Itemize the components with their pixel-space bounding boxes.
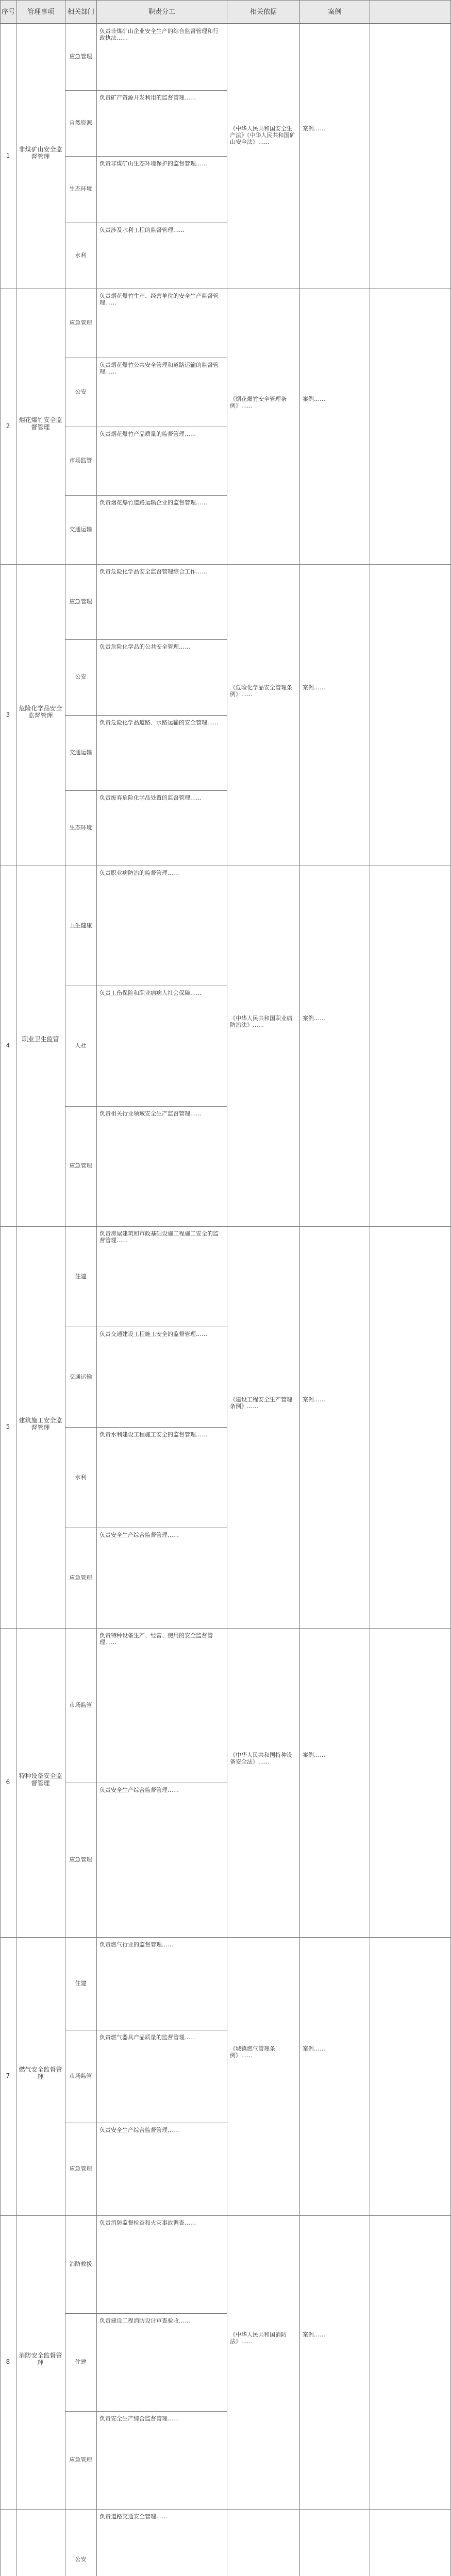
duty-cell: 负责烟花爆竹道路运输企业的监督管理…… bbox=[99, 499, 207, 506]
management-item: 消防安全监督管理 bbox=[19, 2352, 62, 2366]
dept-cell: 住建 bbox=[75, 2359, 87, 2365]
header-no: 序号 bbox=[0, 0, 16, 24]
table-border bbox=[65, 495, 227, 496]
management-item: 职业卫生监管 bbox=[22, 1036, 59, 1043]
row-number: 5 bbox=[6, 1423, 10, 1430]
row-number: 1 bbox=[6, 152, 10, 159]
table-border bbox=[65, 1427, 227, 1428]
dept-cell: 应急管理 bbox=[69, 53, 92, 60]
duty-cell: 负责危险化学品安全监督管理综合工作…… bbox=[99, 568, 207, 575]
duty-cell: 负责道路交通安全管理…… bbox=[99, 2513, 168, 2520]
management-item: 特种设备安全监督管理 bbox=[19, 1772, 62, 1787]
case-cell: 案例…… bbox=[303, 125, 325, 132]
header-duty: 职责分工 bbox=[96, 0, 227, 24]
table-border bbox=[0, 1226, 451, 1227]
duty-cell: 负责非煤矿山生态环境保护的监督管理…… bbox=[99, 160, 207, 167]
duty-cell: 负责相关行业领域安全生产监督管理…… bbox=[99, 1110, 202, 1117]
duty-cell: 负责安全生产综合监督管理…… bbox=[99, 1787, 179, 1793]
header-basis: 相关依据 bbox=[227, 0, 300, 24]
header-blank bbox=[370, 0, 451, 24]
duty-cell: 负责烟花爆竹产品质量的监督管理…… bbox=[99, 430, 196, 437]
dept-cell: 生态环境 bbox=[69, 824, 92, 831]
dept-cell: 市场监管 bbox=[69, 457, 92, 464]
management-item: 烟花爆竹安全监督管理 bbox=[19, 416, 62, 431]
dept-cell: 卫生健康 bbox=[69, 922, 92, 929]
duty-cell: 负责废弃危险化学品处置的监督管理…… bbox=[99, 794, 202, 801]
dept-cell: 交通运输 bbox=[69, 526, 92, 533]
duty-cell: 负责工伤保险和职业病病人社会保障…… bbox=[99, 990, 202, 997]
duty-cell: 负责消防监督检查和火灾事故调查…… bbox=[99, 2219, 196, 2226]
dept-cell: 应急管理 bbox=[69, 2165, 92, 2172]
row-number: 8 bbox=[6, 2358, 10, 2365]
basis-cell: 《城镇燃气管理条例》…… bbox=[230, 2045, 275, 2059]
dept-cell: 水利 bbox=[75, 1473, 87, 1481]
duty-cell: 负责建设工程消防设计审查验收…… bbox=[99, 2317, 190, 2324]
case-cell: 案例…… bbox=[303, 2331, 325, 2338]
dept-cell: 交通运输 bbox=[69, 749, 92, 756]
duty-cell: 负责危险化学品的公共安全管理…… bbox=[99, 643, 190, 651]
row-number: 6 bbox=[6, 1778, 10, 1786]
duty-cell: 负责房屋建筑和市政基础设施工程施工安全的监督管理…… bbox=[99, 1230, 219, 1244]
header-case: 案例 bbox=[299, 0, 370, 24]
dept-cell: 市场监管 bbox=[69, 2073, 92, 2079]
duty-cell: 负责安全生产综合监督管理…… bbox=[99, 2127, 179, 2133]
table-border bbox=[65, 2411, 227, 2412]
basis-cell: 《烟花爆竹安全管理条例》…… bbox=[230, 395, 287, 409]
dept-cell: 人社 bbox=[75, 1042, 87, 1049]
table-border bbox=[0, 24, 1, 2576]
row-number: 3 bbox=[6, 710, 10, 718]
duty-cell: 负责燃气器具产品质量的监督管理…… bbox=[99, 2034, 196, 2041]
row-number: 4 bbox=[6, 1042, 10, 1049]
dept-cell: 应急管理 bbox=[69, 598, 92, 605]
duty-cell: 负责涉及水利工程的监督管理…… bbox=[99, 226, 185, 233]
case-cell: 案例…… bbox=[303, 1015, 325, 1022]
dept-cell: 应急管理 bbox=[69, 319, 92, 326]
dept-cell: 住建 bbox=[75, 1273, 87, 1280]
basis-cell: 《中华人民共和国消防法》…… bbox=[230, 2331, 287, 2345]
management-item: 燃气安全监督管理 bbox=[19, 2066, 62, 2080]
duty-cell: 负责烟花爆竹生产、经营单位的安全生产监督管理…… bbox=[99, 293, 219, 306]
dept-cell: 消防救援 bbox=[69, 2261, 92, 2267]
table-border bbox=[65, 790, 227, 791]
management-item: 非煤矿山安全监督管理 bbox=[19, 146, 62, 160]
duty-cell: 负责特种设备生产、经营、使用的安全监督管理…… bbox=[99, 1632, 213, 1646]
header-dept: 相关部门 bbox=[65, 0, 97, 24]
table-border bbox=[65, 1106, 227, 1107]
basis-cell: 《危险化学品安全管理条例》…… bbox=[230, 684, 292, 698]
dept-cell: 市场监管 bbox=[69, 1702, 92, 1708]
case-cell: 案例…… bbox=[303, 395, 325, 402]
table-border bbox=[0, 2509, 451, 2510]
duty-cell: 负责安全生产综合监督管理…… bbox=[99, 1532, 179, 1538]
dept-cell: 公安 bbox=[75, 388, 87, 395]
basis-cell: 《建设工程安全生产管理条例》…… bbox=[230, 1396, 292, 1410]
dept-cell: 自然资源 bbox=[69, 119, 92, 126]
dept-cell: 生态环境 bbox=[69, 185, 92, 193]
case-cell: 案例…… bbox=[303, 684, 325, 691]
dept-cell: 公安 bbox=[75, 673, 87, 681]
duty-cell: 负责安全生产综合监督管理…… bbox=[99, 2415, 179, 2422]
table-border bbox=[0, 1937, 451, 1938]
table-border bbox=[0, 2215, 451, 2216]
basis-cell: 《中华人民共和国安全生产法》《中华人民共和国矿山安全法》…… bbox=[230, 125, 295, 145]
case-cell: 案例…… bbox=[303, 2045, 325, 2052]
table-border bbox=[65, 156, 227, 157]
duty-cell: 负责燃气行业的监督管理…… bbox=[99, 1941, 173, 1948]
duty-cell: 负责水利建设工程施工安全的监督管理…… bbox=[99, 1431, 207, 1438]
dept-cell: 水利 bbox=[75, 251, 87, 259]
duty-cell: 负责矿产资源开发利用的监督管理…… bbox=[99, 94, 196, 101]
duty-cell: 负责非煤矿山企业安全生产的综合监督管理和行政执法…… bbox=[99, 28, 219, 41]
duty-cell: 负责交通建设工程施工安全的监督管理…… bbox=[99, 1331, 207, 1337]
table-border bbox=[65, 639, 227, 640]
management-item: 危险化学品安全监督管理 bbox=[19, 704, 62, 719]
basis-cell: 《中华人民共和国职业病防治法》…… bbox=[230, 1015, 292, 1028]
dept-cell: 应急管理 bbox=[69, 1856, 92, 1863]
duty-cell: 负责职业病防治的监督管理…… bbox=[99, 870, 179, 876]
table-border bbox=[65, 2313, 227, 2314]
row-number: 7 bbox=[6, 2072, 10, 2079]
dept-cell: 住建 bbox=[75, 1980, 87, 1987]
dept-cell: 应急管理 bbox=[69, 1162, 92, 1170]
case-cell: 案例…… bbox=[303, 1396, 325, 1403]
basis-cell: 《中华人民共和国特种设备安全法》…… bbox=[230, 1752, 292, 1765]
table-border bbox=[0, 564, 451, 565]
table-border bbox=[65, 90, 227, 91]
dept-cell: 交通运输 bbox=[69, 1373, 92, 1380]
dept-cell: 应急管理 bbox=[69, 2456, 92, 2463]
duty-cell: 负责危险化学品道路、水路运输的安全管理…… bbox=[99, 719, 219, 726]
table-border bbox=[65, 715, 227, 716]
header-item: 管理事项 bbox=[16, 0, 65, 24]
management-item: 建筑施工安全监督管理 bbox=[19, 1417, 62, 1431]
duty-cell: 负责烟花爆竹公共安全管理和道路运输的监督管理…… bbox=[99, 361, 219, 375]
dept-cell: 公安 bbox=[75, 2555, 87, 2563]
case-cell: 案例…… bbox=[303, 1752, 325, 1758]
table-border bbox=[0, 1628, 451, 1629]
row-number: 2 bbox=[6, 422, 10, 430]
dept-cell: 应急管理 bbox=[69, 1574, 92, 1581]
